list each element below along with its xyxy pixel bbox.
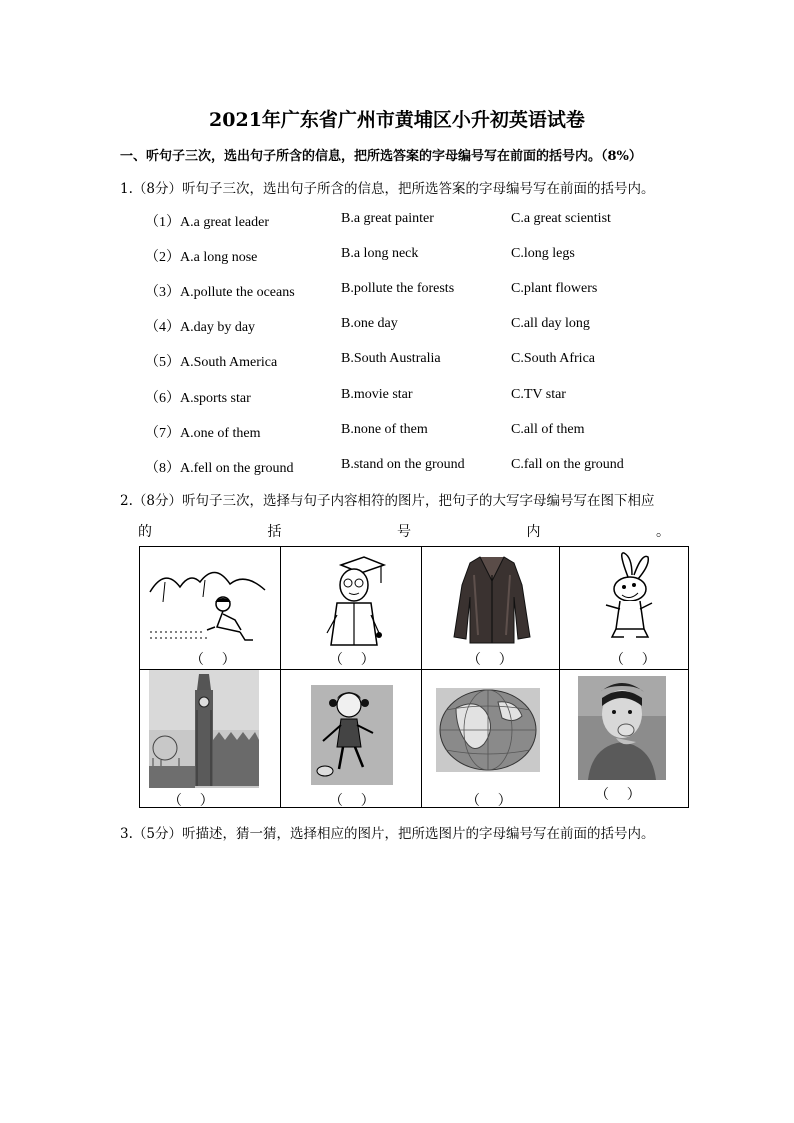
option-c: C.plant flowers bbox=[511, 281, 598, 296]
rabbit-icon bbox=[598, 551, 658, 641]
globe-icon bbox=[436, 688, 540, 772]
option-c: C.fall on the ground bbox=[511, 457, 624, 472]
planting-tree-icon bbox=[145, 552, 275, 647]
option-a-text: A.fell on the ground bbox=[180, 461, 294, 476]
answer-paren[interactable]: （ ） bbox=[168, 793, 214, 809]
item-number: （6） bbox=[145, 391, 180, 406]
tail-char: 。 bbox=[656, 524, 670, 540]
option-a-text: A.pollute the oceans bbox=[180, 285, 295, 300]
item-number: （4） bbox=[145, 320, 180, 335]
option-a-text: A.South America bbox=[180, 355, 278, 370]
option-c: C.all of them bbox=[511, 422, 585, 437]
section-heading: 一、听句子三次，选出句子所含的信息，把所选答案的字母编号写在前面的括号内。（8%） bbox=[120, 149, 642, 164]
item-number: （8） bbox=[145, 461, 180, 476]
option-a bbox=[145, 281, 295, 301]
tail-char: 的 bbox=[138, 524, 152, 540]
option-a bbox=[145, 351, 277, 371]
picture-grid bbox=[139, 546, 689, 808]
tail-char: 括 bbox=[267, 524, 282, 540]
answer-paren[interactable]: （ ） bbox=[467, 652, 513, 668]
question-3-stem: 3.（5分）听描述，猜一猜，选择相应的图片，把所选图片的字母编号写在前面的括号内。 bbox=[120, 826, 655, 842]
picture-cell-8 bbox=[560, 670, 690, 809]
scientist-icon bbox=[319, 555, 389, 650]
athlete-photo bbox=[578, 676, 666, 780]
answer-paren[interactable]: （ ） bbox=[190, 652, 236, 668]
item-number: （5） bbox=[145, 355, 180, 370]
option-b: B.South Australia bbox=[341, 351, 441, 366]
picture-cell-7 bbox=[422, 670, 559, 809]
option-a bbox=[145, 387, 251, 407]
picture-cell-4 bbox=[560, 547, 690, 669]
option-a-text: A.a long nose bbox=[180, 250, 258, 265]
option-a bbox=[145, 457, 294, 477]
option-c: C.TV star bbox=[511, 387, 566, 402]
option-a-text: A.sports star bbox=[180, 391, 251, 406]
item-number: （7） bbox=[145, 426, 180, 441]
answer-paren[interactable]: （ ） bbox=[329, 652, 375, 668]
option-a-text: A.day by day bbox=[180, 320, 256, 335]
option-a-text: A.a great leader bbox=[180, 215, 269, 230]
option-b: B.pollute the forests bbox=[341, 281, 455, 296]
item-number: （3） bbox=[145, 285, 180, 300]
fur-coat-icon bbox=[452, 555, 532, 645]
answer-paren[interactable]: （ ） bbox=[610, 652, 656, 668]
picture-cell-2 bbox=[281, 547, 421, 669]
picture-cell-1 bbox=[140, 547, 280, 669]
question-2-stem-tail bbox=[138, 521, 670, 541]
option-a bbox=[145, 211, 269, 231]
item-number: （1） bbox=[145, 215, 180, 230]
option-b: B.a long neck bbox=[341, 246, 419, 261]
option-b: B.movie star bbox=[341, 387, 413, 402]
picture-cell-6 bbox=[281, 670, 421, 809]
big-ben-photo bbox=[149, 670, 259, 788]
tail-char: 内 bbox=[526, 524, 541, 540]
page-title: 2021年广东省广州市黄埔区小升初英语试卷 bbox=[209, 109, 585, 131]
question-1-stem: 1.（8分）听句子三次，选出句子所含的信息，把所选答案的字母编号写在前面的括号内。 bbox=[120, 181, 655, 197]
answer-paren[interactable]: （ ） bbox=[466, 793, 512, 809]
option-a bbox=[145, 316, 255, 336]
option-c: C.long legs bbox=[511, 246, 575, 261]
tail-char: 号 bbox=[397, 524, 411, 540]
option-b: B.none of them bbox=[341, 422, 428, 437]
option-c: C.South Africa bbox=[511, 351, 595, 366]
answer-paren[interactable]: （ ） bbox=[595, 787, 641, 803]
option-a bbox=[145, 422, 260, 442]
option-b: B.one day bbox=[341, 316, 398, 331]
option-c: C.all day long bbox=[511, 316, 590, 331]
girl-falling-icon bbox=[311, 685, 393, 785]
item-number: （2） bbox=[145, 250, 180, 265]
picture-cell-5 bbox=[140, 670, 280, 809]
option-a bbox=[145, 246, 257, 266]
question-2-stem: 2.（8分）听句子三次，选择与句子内容相符的图片，把句子的大写字母编号写在图下相应 bbox=[120, 493, 655, 509]
answer-paren[interactable]: （ ） bbox=[329, 793, 375, 809]
picture-cell-3 bbox=[422, 547, 559, 669]
option-b: B.stand on the ground bbox=[341, 457, 465, 472]
option-a-text: A.one of them bbox=[180, 426, 261, 441]
option-c: C.a great scientist bbox=[511, 211, 611, 226]
option-b: B.a great painter bbox=[341, 211, 434, 226]
